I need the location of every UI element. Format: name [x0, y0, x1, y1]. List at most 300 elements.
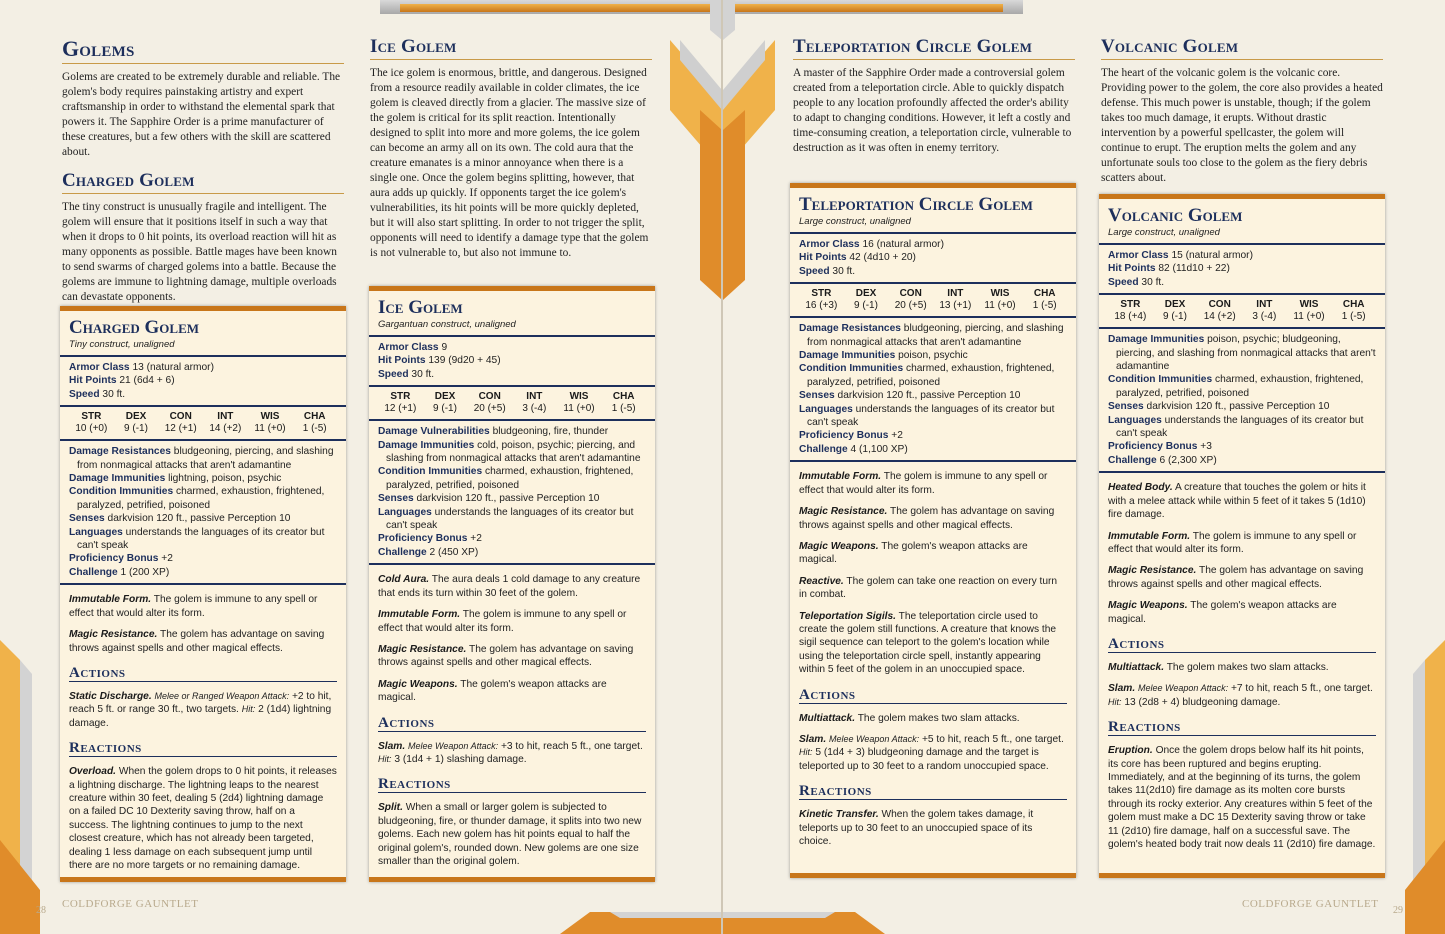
divider [60, 405, 346, 407]
ability-value: 12 (+1) [164, 423, 197, 435]
armor-class-row [378, 341, 646, 354]
property-row [1108, 454, 1376, 467]
action-name: Multiattack. [799, 712, 856, 724]
ability-label: WIS [990, 288, 1010, 300]
ability-wis [557, 391, 602, 415]
creature-type: Large construct, unaligned [1108, 227, 1220, 238]
reactions-heading: Reactions [69, 740, 337, 757]
ability-str [378, 391, 423, 415]
reaction-text: When the golem takes damage, it teleports up to 30 feet to an unoccupied space of its choice. [799, 809, 1034, 847]
divider [790, 316, 1076, 318]
ability-label: STR [81, 411, 102, 423]
trait-name: Magic Weapons. [1108, 600, 1188, 612]
property-row [799, 362, 1067, 389]
stat-block-ice-golem [369, 286, 655, 882]
charged-golem-text: The tiny construct is unusually fragile and intelligent. The golem will ensure that it positions itself in such a way that when it drops to 0 hit points, its overload reaction will hit as many opponents as possible. Battle mages have been known to send swarms of charged golems into a battle. Because the golems are immune to lightning damage, multiple overloads can devastate opponents. [62, 201, 337, 303]
property-value: +3 [1200, 441, 1212, 453]
property-label: Challenge [378, 546, 427, 558]
ability-label: CON [1208, 299, 1231, 311]
bottom-ornament-left [560, 912, 722, 934]
actions-heading: Actions [1108, 636, 1376, 653]
divider [60, 439, 346, 441]
property-row [69, 485, 337, 512]
hit-text: 3 (1d4 + 1) slashing damage. [394, 753, 527, 765]
property-value: darkvision 120 ft., passive Perception 10 [107, 513, 291, 525]
property-row [799, 403, 1067, 430]
ability-value: 10 (+0) [75, 423, 108, 435]
action-entry [1108, 682, 1376, 709]
ability-int [512, 391, 557, 415]
trait-entry [799, 505, 1067, 532]
ability-dex [1153, 299, 1198, 323]
ability-value: 3 (-4) [522, 403, 547, 415]
creature-name: Teleportation Circle Golem [799, 194, 1033, 215]
property-label: Senses [1108, 401, 1144, 413]
action-name: Static Discharge. [69, 690, 152, 702]
reaction-name: Eruption. [1108, 745, 1153, 757]
stat-block-volcanic-golem [1099, 194, 1385, 878]
ability-str [799, 288, 844, 312]
property-row [69, 526, 337, 553]
action-entry [1108, 661, 1376, 674]
ability-label: WIS [569, 391, 589, 403]
ability-value: 14 (+2) [209, 423, 242, 435]
speed-row [69, 388, 337, 401]
ability-label: INT [947, 288, 964, 300]
property-label: Damage Immunities [378, 439, 475, 451]
property-label: Challenge [1108, 454, 1157, 466]
trait-text: The golem has advantage on saving throws against spells and other magical effects. [378, 643, 634, 669]
hit-text: 2 (1d4) lightning damage. [69, 704, 332, 729]
speed-label: Speed [69, 388, 100, 400]
reaction-name: Kinetic Transfer. [799, 809, 879, 821]
action-text: The golem makes two slam attacks. [857, 712, 1020, 724]
ability-value: 11 (+0) [254, 423, 286, 435]
divider [369, 419, 655, 421]
property-row [378, 506, 646, 533]
ability-dex [114, 411, 159, 435]
page-number: 29 [1393, 905, 1403, 916]
ability-value: 13 (+1) [939, 300, 972, 312]
page-footer: COLDFORGE GAUNTLET [62, 898, 199, 910]
property-row [69, 552, 337, 565]
ability-label: CON [169, 411, 192, 423]
ability-label: CHA [1342, 299, 1365, 311]
ability-cha [601, 391, 646, 415]
armor-class-label: Armor Class [799, 239, 860, 250]
ability-value: 1 (-5) [1341, 311, 1366, 323]
hit-points-row [378, 354, 646, 367]
property-label: Proficiency Bonus [1108, 441, 1198, 453]
hit-points-label: Hit Points [1108, 263, 1156, 275]
property-label: Damage Resistances [799, 323, 901, 335]
ability-value: 1 (-5) [1032, 300, 1057, 312]
hit-text: 13 (2d8 + 4) bludgeoning damage. [1124, 696, 1281, 708]
volcanic-golem-heading: Volcanic Golem [1101, 36, 1383, 60]
trait-name: Immutable Form. [69, 594, 152, 606]
trait-entry [799, 540, 1067, 567]
reactions-heading: Reactions [799, 783, 1067, 800]
right-col-1 [793, 36, 1075, 156]
action-name: Multiattack. [1108, 661, 1165, 673]
property-value: bludgeoning, piercing, and slashing from nonmagical attacks that aren't adamantine [807, 323, 1064, 348]
divider [1099, 471, 1385, 473]
property-value: +2 [470, 533, 482, 545]
reaction-text: Once the golem drops below half its hit points, its core has been ruptured and begins erupting. Immediately, and at the beginning of its turns, the golem takes 11(2d10) fire damage as its molten core bursts through its rocky exterior. Any creatures within 5 feet of the golem must make a DC 15 Dexterity saving throw or take 11 (2d10) fire damage, half on a successful save. The golem's heated body trait now deals 11 (2d10) fire damage. [1108, 745, 1376, 850]
trait-entry [378, 678, 646, 705]
property-value: 4 (1,100 XP) [850, 443, 908, 455]
reaction-entry [378, 801, 646, 868]
bottom-ornament-right [723, 912, 885, 934]
divider [369, 335, 655, 337]
ice-golem-text: The ice golem is enormous, brittle, and dangerous. Designed from a resource readily available in colder climates, the ice golem is cleaved directly from a glacier. The massive size of the golem is critical for its split reaction. Intentionally designed to split into more and more golems, the ice golem can become an army all on its own. The cold aura that the creature emanates is a minor annoyance when there is a single one. Once the golem begins splitting, however, that aura adds up quickly. If opponents target the ice golem's vulnerabilities, its hit points will be more quickly depleted, but it will also start splitting. In order to not trigger the split, opponents will need to identify a damage type that the golem is not vulnerable to, but also not immune to. [370, 67, 649, 259]
divider [790, 282, 1076, 284]
property-row [1108, 373, 1376, 400]
ability-int [203, 411, 248, 435]
speed-row [1108, 276, 1376, 289]
ability-label: STR [390, 391, 411, 403]
speed-value: 30 ft. [1141, 276, 1165, 288]
ability-label: CHA [303, 411, 326, 423]
armor-class-value: 16 (natural armor) [862, 239, 944, 250]
property-label: Languages [378, 506, 432, 518]
trait-text: The golem can take one reaction on every turn in combat. [799, 575, 1058, 601]
property-row [378, 532, 646, 545]
reaction-text: When a small or larger golem is subjected to bludgeoning, fire, or thunder damage, it splits into two new golems. Each new golem has hit points equal to half the original golem's, rounded down. New golems are one size smaller than the original golem. [378, 802, 642, 867]
speed-value: 30 ft. [102, 388, 126, 400]
property-row [799, 349, 1067, 362]
actions-heading: Actions [69, 665, 337, 682]
trait-name: Immutable Form. [1108, 530, 1191, 542]
golems-heading: Golems [62, 36, 344, 64]
property-value: understands the languages of its creator but can't speak [1116, 414, 1364, 440]
property-row [378, 439, 646, 466]
action-name: Slam. [799, 733, 827, 745]
trait-name: Magic Weapons. [378, 678, 458, 690]
trait-name: Reactive. [799, 575, 844, 587]
ability-scores [69, 411, 337, 435]
speed-row [378, 368, 646, 381]
action-entry [69, 690, 337, 730]
property-label: Proficiency Bonus [69, 553, 159, 565]
property-label: Languages [799, 403, 853, 415]
property-label: Condition Immunities [378, 466, 483, 478]
corner-ornament-bottom-left [0, 640, 50, 934]
trait-entry [1108, 564, 1376, 591]
property-label: Damage Immunities [799, 350, 896, 362]
ability-con [1197, 299, 1242, 323]
property-value: 6 (2,300 XP) [1159, 454, 1217, 466]
property-row [378, 546, 646, 559]
divider [369, 385, 655, 387]
trait-text: The golem is immune to any spell or effect that would alter its form. [378, 609, 627, 634]
action-text: +5 to hit, reach 5 ft., one target. [921, 733, 1064, 745]
right-col-2 [1101, 36, 1383, 186]
action-name: Slam. [378, 740, 406, 752]
ability-dex [423, 391, 468, 415]
ability-label: CON [478, 391, 501, 403]
attack-type: Melee Weapon Attack: [408, 740, 499, 751]
ability-value: 11 (+0) [984, 300, 1016, 312]
armor-class-row [69, 361, 337, 374]
trait-name: Cold Aura. [378, 574, 430, 586]
property-label: Proficiency Bonus [799, 430, 889, 442]
property-value: bludgeoning, fire, thunder [492, 426, 609, 438]
trait-name: Magic Resistance. [799, 506, 888, 518]
property-label: Damage Resistances [69, 446, 171, 458]
ability-con [467, 391, 512, 415]
creature-type: Large construct, unaligned [799, 216, 911, 227]
armor-class-label: Armor Class [378, 342, 439, 353]
hit-label: Hit: [1108, 696, 1122, 707]
ability-label: DEX [855, 288, 877, 300]
trait-text: The golem has advantage on saving throws against spells and other magical effects. [799, 506, 1055, 531]
armor-class-row [799, 238, 1067, 251]
ability-label: DEX [125, 411, 147, 423]
property-value: darkvision 120 ft., passive Perception 10 [1146, 401, 1330, 413]
hit-points-value: 82 (11d10 + 22) [1158, 263, 1230, 275]
property-row [378, 425, 646, 438]
trait-entry [69, 628, 337, 655]
trait-name: Heated Body. [1108, 482, 1173, 494]
property-label: Condition Immunities [69, 486, 174, 498]
creature-type: Tiny construct, unaligned [69, 339, 175, 350]
ability-label: STR [811, 288, 832, 300]
ability-wis [248, 411, 293, 435]
left-page [0, 0, 722, 934]
divider [1099, 243, 1385, 245]
property-row [69, 472, 337, 485]
property-value: +2 [891, 430, 903, 442]
trait-text: The golem has advantage on saving throws against spells and other magical effects. [1108, 565, 1364, 590]
left-col-1 [62, 36, 344, 305]
ability-str [1108, 299, 1153, 323]
ability-cha [292, 411, 337, 435]
creature-type: Gargantuan construct, unaligned [378, 319, 516, 330]
stat-block-teleportation-golem [790, 183, 1076, 878]
center-chevron-ornament-right [723, 0, 775, 310]
speed-label: Speed [378, 368, 409, 380]
action-entry [799, 733, 1067, 773]
ability-cha [1331, 299, 1376, 323]
ability-label: WIS [260, 411, 280, 423]
trait-name: Immutable Form. [799, 471, 882, 483]
ability-con [888, 288, 933, 312]
ability-label: INT [526, 391, 543, 403]
divider [790, 460, 1076, 462]
hit-points-row [799, 251, 1067, 264]
trait-text: The golem's weapon attacks are magical. [799, 540, 1028, 566]
ice-golem-heading: Ice Golem [370, 36, 652, 60]
property-value: +2 [161, 553, 173, 565]
creature-name: Volcanic Golem [1108, 205, 1243, 226]
attack-type: Melee Weapon Attack: [1138, 683, 1229, 694]
divider [369, 563, 655, 565]
trait-name: Magic Weapons. [799, 540, 879, 552]
property-value: darkvision 120 ft., passive Perception 10 [837, 390, 1021, 402]
attack-type: Melee Weapon Attack: [829, 733, 920, 744]
property-label: Damage Immunities [69, 473, 166, 485]
property-row [69, 512, 337, 525]
property-label: Challenge [799, 443, 848, 455]
ability-int [933, 288, 978, 312]
ability-label: WIS [1299, 299, 1319, 311]
property-label: Proficiency Bonus [378, 533, 468, 545]
reaction-entry [799, 808, 1067, 848]
reaction-name: Overload. [69, 766, 116, 778]
speed-value: 30 ft. [411, 368, 435, 380]
action-text: The golem makes two slam attacks. [1166, 661, 1329, 673]
property-label: Senses [69, 513, 105, 525]
ability-value: 3 (-4) [1252, 311, 1277, 323]
trait-name: Magic Resistance. [378, 643, 467, 655]
property-value: poison, psychic; bludgeoning, piercing, and slashing from nonmagical attacks that aren't adamantine [1116, 334, 1376, 373]
speed-row [799, 265, 1067, 278]
trait-entry [799, 610, 1067, 677]
property-value: understands the languages of its creator but can't speak [807, 403, 1055, 429]
trait-text: The golem is immune to any spell or effect that would alter its form. [799, 471, 1048, 496]
property-value: cold, poison, psychic; piercing, and slashing from nonmagical attacks that aren't adamantine [386, 439, 641, 465]
teleportation-golem-heading: Teleportation Circle Golem [793, 36, 1075, 60]
ability-value: 9 (-1) [854, 300, 878, 312]
hit-points-label: Hit Points [799, 252, 847, 264]
speed-label: Speed [1108, 276, 1139, 288]
attack-type: Melee or Ranged Weapon Attack: [154, 690, 290, 701]
armor-class-row [1108, 249, 1376, 262]
property-row [799, 443, 1067, 456]
ability-label: CHA [1033, 288, 1056, 300]
property-value: poison, psychic [898, 350, 968, 362]
trait-entry [1108, 481, 1376, 521]
property-value: charmed, exhaustion, frightened, paralyzed, petrified, poisoned [807, 363, 1055, 388]
action-text: +3 to hit, reach 5 ft., one target. [500, 740, 643, 752]
ability-value: 16 (+3) [805, 300, 838, 312]
trait-entry [378, 608, 646, 635]
hit-points-row [1108, 262, 1376, 275]
trait-text: The teleportation circle used to create the golem still functions. A creature that knows the sigil sequence can teleport to the golem's location while using the teleportation circle spell, instantly appearing within 5 feet of the golem in an unoccupied space. [799, 610, 1057, 676]
property-label: Condition Immunities [799, 363, 904, 375]
property-value: charmed, exhaustion, frightened, paralyzed, petrified, poisoned [77, 486, 325, 511]
ability-label: INT [1256, 299, 1273, 311]
property-row [69, 445, 337, 472]
property-value: charmed, exhaustion, frightened, paralyzed, petrified, poisoned [1116, 374, 1364, 399]
ability-con [158, 411, 203, 435]
hit-points-label: Hit Points [69, 375, 117, 387]
armor-class-label: Armor Class [1108, 250, 1169, 261]
divider [60, 583, 346, 585]
reactions-heading: Reactions [378, 776, 646, 793]
trait-text: A creature that touches the golem or hits it with a melee attack while within 5 feet of it takes 5 (1d10) fire damage. [1108, 482, 1366, 521]
reactions-heading: Reactions [1108, 719, 1376, 736]
right-page [723, 0, 1445, 934]
trait-entry [1108, 530, 1376, 557]
property-value: darkvision 120 ft., passive Perception 10 [416, 493, 600, 505]
ability-wis [1287, 299, 1332, 323]
hit-label: Hit: [799, 747, 813, 758]
action-entry [799, 712, 1067, 725]
creature-name: Ice Golem [378, 297, 463, 318]
hit-points-value: 21 (6d4 + 6) [119, 375, 175, 387]
trait-entry [1108, 599, 1376, 626]
property-value: 2 (450 XP) [429, 546, 479, 558]
action-entry [378, 740, 646, 767]
property-label: Senses [799, 390, 835, 402]
speed-label: Speed [799, 265, 830, 277]
corner-ornament-bottom-right [1395, 640, 1445, 934]
divider [790, 232, 1076, 234]
ability-label: CHA [612, 391, 635, 403]
volcanic-golem-text: The heart of the volcanic golem is the volcanic core. Providing power to the golem, the core also provides a heated defense. This much power is unstable, though; if the golem takes too much damage, it erupts. Without drastic intervention by a powerful spellcaster, the golem will continue to erupt. The eruption melts the golem and any unfortunate souls too close to the golem as the fiery debris scatters about. [1101, 67, 1383, 184]
ability-value: 11 (+0) [563, 403, 595, 415]
property-value: 1 (200 XP) [120, 566, 170, 578]
page-number: 28 [36, 905, 46, 916]
ability-label: INT [217, 411, 234, 423]
reaction-entry [69, 765, 337, 872]
property-label: Languages [69, 526, 123, 538]
reaction-name: Split. [378, 802, 403, 814]
reaction-entry [1108, 744, 1376, 851]
ability-value: 1 (-5) [611, 403, 636, 415]
ability-wis [978, 288, 1023, 312]
property-row [1108, 333, 1376, 373]
trait-text: The golem is immune to any spell or effect that would alter its form. [69, 594, 318, 619]
actions-heading: Actions [799, 687, 1067, 704]
property-row [799, 322, 1067, 349]
ability-value: 20 (+5) [473, 403, 506, 415]
ability-label: CON [899, 288, 922, 300]
ability-value: 9 (-1) [433, 403, 457, 415]
property-row [378, 492, 646, 505]
property-value: lightning, poison, psychic [168, 473, 282, 485]
divider [60, 355, 346, 357]
trait-entry [69, 593, 337, 620]
hit-text: 5 (1d4 + 3) bludgeoning damage and the target is teleported up to 30 feet to a random unoccupied space. [799, 747, 1049, 772]
property-value: understands the languages of its creator but can't speak [77, 526, 325, 552]
center-chevron-ornament-left [670, 0, 722, 310]
speed-value: 30 ft. [832, 265, 856, 277]
page-footer: COLDFORGE GAUNTLET [1242, 898, 1379, 910]
ability-label: STR [1120, 299, 1141, 311]
property-label: Condition Immunities [1108, 374, 1213, 386]
property-value: understands the languages of its creator but can't speak [386, 506, 634, 532]
property-row [1108, 414, 1376, 441]
hit-label: Hit: [241, 704, 256, 715]
trait-text: The golem is immune to any spell or effect that would alter its form. [1108, 530, 1357, 555]
ability-value: 1 (-5) [302, 423, 327, 435]
hit-points-label: Hit Points [378, 355, 426, 367]
armor-class-value: 9 [441, 342, 448, 353]
ability-str [69, 411, 114, 435]
trait-text: The golem's weapon attacks are magical. [1108, 600, 1337, 625]
ability-value: 20 (+5) [894, 300, 927, 312]
golems-intro-text: Golems are created to be extremely durable and reliable. The golem's body requires painstaking artistry and expert craftsmanship in order to withstand the elemental spark that powers it. The Sapphire Order is a prime manufacturer of these creatures, but a few others with the skill are scattered about. [62, 71, 341, 158]
property-row [1108, 400, 1376, 413]
property-value: charmed, exhaustion, frightened, paralyzed, petrified, poisoned [386, 466, 634, 491]
ability-value: 12 (+1) [384, 403, 417, 415]
property-row [799, 429, 1067, 442]
property-label: Damage Vulnerabilities [378, 426, 490, 438]
action-text: +7 to hit, reach 5 ft., one target. [1230, 683, 1373, 695]
trait-text: The golem's weapon attacks are magical. [378, 678, 607, 704]
hit-points-row [69, 374, 337, 387]
ability-value: 11 (+0) [1293, 311, 1325, 323]
creature-name: Charged Golem [69, 317, 200, 338]
ability-label: DEX [1164, 299, 1186, 311]
ability-value: 18 (+4) [1114, 311, 1147, 323]
teleportation-golem-text: A master of the Sapphire Order made a controversial golem created from a teleportation circle. Able to quickly dispatch people to any location profoundly affected the order's ability to adapt to changing conditions. However, it left a costly and time-consuming creation, a teleportation circle, vulnerable to destruction as it was often in enemy territory. [793, 67, 1072, 154]
ability-scores [378, 391, 646, 415]
property-label: Challenge [69, 566, 118, 578]
